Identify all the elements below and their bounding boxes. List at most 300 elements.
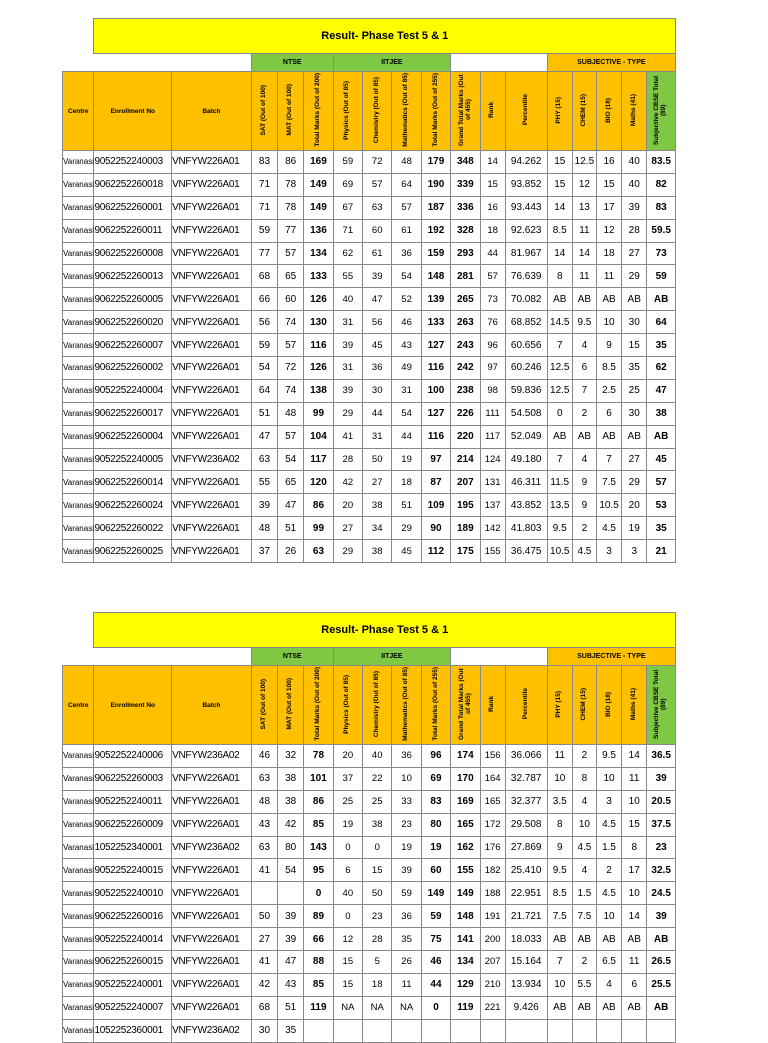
cell-mathematics: 64 <box>392 173 421 196</box>
header-mat: MAT (Out of 100) <box>278 72 304 151</box>
cell-iit-total: 116 <box>421 425 450 448</box>
cell-bio: 10 <box>596 311 621 334</box>
cell-rank: 176 <box>480 836 505 859</box>
cell-percentile: 25.410 <box>505 859 547 882</box>
table-row <box>63 402 676 425</box>
cell-phy: AB <box>547 425 572 448</box>
cell-chemistry: 34 <box>363 517 392 540</box>
cell-sat: 46 <box>251 745 277 768</box>
cell-centre: Varanasi <box>63 196 94 219</box>
cell-chem: 8 <box>572 767 596 790</box>
cell-chemistry: 63 <box>363 196 392 219</box>
cell-physics: 55 <box>333 265 362 288</box>
cell-ntse-total: 85 <box>304 973 333 996</box>
cell-percentile: 60.246 <box>505 357 547 380</box>
cell-percentile: 49.180 <box>505 448 547 471</box>
cell-mathematics: NA <box>392 996 421 1019</box>
header-rank: Rank <box>480 666 505 745</box>
cell-mat: 57 <box>278 425 304 448</box>
cell-grand-total: 174 <box>451 745 480 768</box>
cell-bio: 17 <box>596 196 621 219</box>
cell-grand-total: 238 <box>451 379 480 402</box>
blank-cell <box>451 54 548 72</box>
cell-sat: 48 <box>251 517 277 540</box>
cell-ntse-total <box>304 1019 333 1042</box>
cell-grand-total: 336 <box>451 196 480 219</box>
cell-rank: 188 <box>480 882 505 905</box>
cell-bio: 2 <box>596 859 621 882</box>
header-physics: Physics (Out of 85) <box>333 72 362 151</box>
cell-enrollment: 9062252260025 <box>94 540 172 563</box>
cell-chem: 9 <box>572 471 596 494</box>
cell-cbse-total: 47 <box>647 379 676 402</box>
cell-centre: Varanasi <box>63 402 94 425</box>
cell-enrollment: 9052252240011 <box>94 790 172 813</box>
cell-phy: 15 <box>547 151 572 174</box>
cell-grand-total: 148 <box>451 905 480 928</box>
table-row <box>63 151 676 174</box>
cell-physics: NA <box>333 996 362 1019</box>
cell-maths: 17 <box>622 859 647 882</box>
table-row <box>63 996 676 1019</box>
header-enrollment: Enrollment No <box>94 72 172 151</box>
cell-cbse-total: 32.5 <box>647 859 676 882</box>
cell-mat: 48 <box>278 402 304 425</box>
cell-phy: 7.5 <box>547 905 572 928</box>
cell-maths: 35 <box>622 357 647 380</box>
cell-maths: 10 <box>622 790 647 813</box>
cell-cbse-total: 83.5 <box>647 151 676 174</box>
cell-physics: 41 <box>333 425 362 448</box>
cell-chemistry: 0 <box>363 836 392 859</box>
cell-enrollment: 9052252240010 <box>94 882 172 905</box>
header-cbse-total: Subjective CBSE Total (89) <box>647 72 676 151</box>
header-percentile: Percentile <box>505 72 547 151</box>
cell-mat: 57 <box>278 334 304 357</box>
cell-chem <box>572 1019 596 1042</box>
cell-sat: 83 <box>251 151 277 174</box>
cell-enrollment: 9062252260015 <box>94 951 172 974</box>
cell-chemistry: 50 <box>363 448 392 471</box>
cell-percentile: 21.721 <box>505 905 547 928</box>
cell-sat: 43 <box>251 813 277 836</box>
cell-iit-total: 149 <box>421 882 450 905</box>
cell-rank: 172 <box>480 813 505 836</box>
cell-physics: 40 <box>333 288 362 311</box>
cell-bio: 4 <box>596 973 621 996</box>
cell-centre: Varanasi <box>63 425 94 448</box>
cell-phy: 14.5 <box>547 311 572 334</box>
cell-grand-total: 207 <box>451 471 480 494</box>
cell-batch: VNFYW226A01 <box>172 813 252 836</box>
cell-mat: 65 <box>278 265 304 288</box>
result-title: Result- Phase Test 5 & 1 <box>94 613 676 648</box>
table-row <box>63 951 676 974</box>
result-title: Result- Phase Test 5 & 1 <box>94 19 676 54</box>
header-chemistry: Chemistry (Out of 85) <box>363 666 392 745</box>
cell-cbse-total: 83 <box>647 196 676 219</box>
table-row <box>63 790 676 813</box>
cell-centre: Varanasi <box>63 334 94 357</box>
cell-sat: 66 <box>251 288 277 311</box>
cell-sat: 59 <box>251 219 277 242</box>
cell-iit-total: 96 <box>421 745 450 768</box>
cell-phy: 0 <box>547 402 572 425</box>
cell-chem: 2 <box>572 517 596 540</box>
cell-centre: Varanasi <box>63 836 94 859</box>
cell-cbse-total: 38 <box>647 402 676 425</box>
cell-grand-total: 265 <box>451 288 480 311</box>
cell-bio <box>596 1019 621 1042</box>
cell-mat: 80 <box>278 836 304 859</box>
cell-maths: 11 <box>622 767 647 790</box>
blank-cell <box>63 19 94 54</box>
cell-chemistry: 38 <box>363 540 392 563</box>
cell-chemistry: 47 <box>363 288 392 311</box>
cell-mat: 86 <box>278 151 304 174</box>
cell-iit-total: 192 <box>421 219 450 242</box>
cell-iit-total: 97 <box>421 448 450 471</box>
table-row <box>63 973 676 996</box>
cell-centre: Varanasi <box>63 219 94 242</box>
cell-phy: AB <box>547 928 572 951</box>
cell-ntse-total: 89 <box>304 905 333 928</box>
cell-phy: 3.5 <box>547 790 572 813</box>
cell-enrollment: 9062252260008 <box>94 242 172 265</box>
cell-chem: 12.5 <box>572 151 596 174</box>
cell-chemistry: 30 <box>363 379 392 402</box>
cell-chemistry: 23 <box>363 905 392 928</box>
cell-bio: 4.5 <box>596 813 621 836</box>
cell-mathematics: 19 <box>392 836 421 859</box>
cell-grand-total <box>451 1019 480 1042</box>
cell-iit-total: 100 <box>421 379 450 402</box>
cell-enrollment: 9062252260020 <box>94 311 172 334</box>
cell-bio: 4.5 <box>596 517 621 540</box>
cell-maths: 40 <box>622 151 647 174</box>
cell-sat: 63 <box>251 448 277 471</box>
result-block-2 <box>62 612 676 1043</box>
cell-rank: 155 <box>480 540 505 563</box>
cell-ntse-total: 116 <box>304 334 333 357</box>
cell-cbse-total: 26.5 <box>647 951 676 974</box>
cell-ntse-total: 169 <box>304 151 333 174</box>
cell-phy: 8 <box>547 813 572 836</box>
cell-sat: 71 <box>251 173 277 196</box>
cell-rank: 73 <box>480 288 505 311</box>
cell-maths: AB <box>622 996 647 1019</box>
cell-ntse-total: 126 <box>304 357 333 380</box>
cell-enrollment: 9062252260001 <box>94 196 172 219</box>
cell-chem: AB <box>572 288 596 311</box>
cell-enrollment: 9062252260005 <box>94 288 172 311</box>
cell-mat: 47 <box>278 494 304 517</box>
cell-percentile: 27.869 <box>505 836 547 859</box>
cell-maths: 14 <box>622 745 647 768</box>
cell-physics: 27 <box>333 517 362 540</box>
table-row <box>63 767 676 790</box>
cell-rank: 76 <box>480 311 505 334</box>
header-chem: CHEM (15) <box>572 666 596 745</box>
cell-enrollment: 9062252260002 <box>94 357 172 380</box>
cell-mathematics: 36 <box>392 905 421 928</box>
cell-chemistry: 38 <box>363 813 392 836</box>
cell-maths: 15 <box>622 813 647 836</box>
cell-ntse-total: 120 <box>304 471 333 494</box>
table-body <box>63 151 676 563</box>
cell-centre: Varanasi <box>63 790 94 813</box>
cell-bio: 2.5 <box>596 379 621 402</box>
cell-centre: Varanasi <box>63 882 94 905</box>
header-chemistry: Chemistry (Out of 85) <box>363 72 392 151</box>
cell-centre: Varanasi <box>63 905 94 928</box>
cell-bio: 10.5 <box>596 494 621 517</box>
blank-cell <box>451 648 548 666</box>
cell-iit-total: 59 <box>421 905 450 928</box>
cell-percentile: 36.475 <box>505 540 547 563</box>
cell-bio: 8.5 <box>596 357 621 380</box>
cell-ntse-total: 134 <box>304 242 333 265</box>
cell-percentile: 32.787 <box>505 767 547 790</box>
cell-percentile: 60.656 <box>505 334 547 357</box>
cell-physics: 0 <box>333 836 362 859</box>
cell-chem: 11 <box>572 265 596 288</box>
cell-grand-total: 226 <box>451 402 480 425</box>
cell-phy: AB <box>547 996 572 1019</box>
cell-chem: 6 <box>572 357 596 380</box>
cell-enrollment: 1052252340001 <box>94 836 172 859</box>
cell-rank: 98 <box>480 379 505 402</box>
cell-phy: 10 <box>547 767 572 790</box>
cell-physics: 19 <box>333 813 362 836</box>
cell-iit-total: 83 <box>421 790 450 813</box>
cell-bio: 7 <box>596 448 621 471</box>
cell-grand-total: 141 <box>451 928 480 951</box>
cell-maths: 30 <box>622 311 647 334</box>
cell-mathematics: 48 <box>392 151 421 174</box>
table-row <box>63 1019 676 1042</box>
cell-mat: 51 <box>278 517 304 540</box>
cell-batch: VNFYW226A01 <box>172 288 252 311</box>
cell-mathematics: 43 <box>392 334 421 357</box>
cell-chemistry: 60 <box>363 219 392 242</box>
cell-physics: 6 <box>333 859 362 882</box>
cell-enrollment: 9062252260022 <box>94 517 172 540</box>
cell-centre: Varanasi <box>63 996 94 1019</box>
cell-batch: VNFYW236A02 <box>172 836 252 859</box>
header-cbse-total: Subjective CBSE Total (89) <box>647 666 676 745</box>
cell-chemistry: 18 <box>363 973 392 996</box>
cell-centre: Varanasi <box>63 494 94 517</box>
cell-percentile: 68.852 <box>505 311 547 334</box>
cell-bio: 15 <box>596 173 621 196</box>
cell-chemistry: 25 <box>363 790 392 813</box>
cell-batch: VNFYW226A01 <box>172 357 252 380</box>
cell-centre: Varanasi <box>63 1019 94 1042</box>
header-phy: PHY (15) <box>547 72 572 151</box>
cell-rank: 96 <box>480 334 505 357</box>
cell-chemistry: 5 <box>363 951 392 974</box>
cell-rank: 142 <box>480 517 505 540</box>
cell-maths: AB <box>622 928 647 951</box>
cell-phy: 7 <box>547 334 572 357</box>
cell-bio: 10 <box>596 767 621 790</box>
cell-percentile: 18.033 <box>505 928 547 951</box>
cell-maths <box>622 1019 647 1042</box>
cell-physics: 25 <box>333 790 362 813</box>
cell-sat: 27 <box>251 928 277 951</box>
table-body <box>63 745 676 1043</box>
cell-bio: 9.5 <box>596 745 621 768</box>
cell-sat: 48 <box>251 790 277 813</box>
cell-maths: AB <box>622 425 647 448</box>
cell-maths: 28 <box>622 219 647 242</box>
cell-enrollment: 9062252260004 <box>94 425 172 448</box>
cell-rank: 97 <box>480 357 505 380</box>
table-row <box>63 745 676 768</box>
cell-mathematics: 49 <box>392 357 421 380</box>
cell-iit-total: 159 <box>421 242 450 265</box>
cell-rank: 18 <box>480 219 505 242</box>
cell-iit-total: 75 <box>421 928 450 951</box>
cell-rank: 200 <box>480 928 505 951</box>
cell-sat: 41 <box>251 859 277 882</box>
cell-physics: 39 <box>333 334 362 357</box>
cell-batch: VNFYW226A01 <box>172 425 252 448</box>
header-centre: Centre <box>63 72 94 151</box>
cell-centre: Varanasi <box>63 288 94 311</box>
cell-ntse-total: 149 <box>304 196 333 219</box>
cell-grand-total: 328 <box>451 219 480 242</box>
cell-maths: 39 <box>622 196 647 219</box>
table-row <box>63 288 676 311</box>
cell-maths: 14 <box>622 905 647 928</box>
cell-rank: 191 <box>480 905 505 928</box>
cell-rank <box>480 1019 505 1042</box>
cell-physics: 15 <box>333 951 362 974</box>
cell-chemistry <box>363 1019 392 1042</box>
cell-centre: Varanasi <box>63 379 94 402</box>
cell-centre: Varanasi <box>63 540 94 563</box>
cell-centre: Varanasi <box>63 517 94 540</box>
cell-cbse-total: 53 <box>647 494 676 517</box>
cell-mat: 77 <box>278 219 304 242</box>
cell-ntse-total: 99 <box>304 517 333 540</box>
cell-mathematics: 19 <box>392 448 421 471</box>
cell-iit-total: 116 <box>421 357 450 380</box>
cell-chemistry: 44 <box>363 402 392 425</box>
table-row <box>63 173 676 196</box>
cell-mat: 60 <box>278 288 304 311</box>
cell-bio: 10 <box>596 905 621 928</box>
result-table <box>62 612 676 1043</box>
cell-mat: 26 <box>278 540 304 563</box>
cell-sat: 54 <box>251 357 277 380</box>
cell-cbse-total: 36.5 <box>647 745 676 768</box>
cell-sat: 68 <box>251 265 277 288</box>
cell-cbse-total: 21 <box>647 540 676 563</box>
cell-mat: 39 <box>278 905 304 928</box>
cell-iit-total: 109 <box>421 494 450 517</box>
cell-batch: VNFYW226A01 <box>172 790 252 813</box>
cell-phy: 11 <box>547 745 572 768</box>
cell-chem: 11 <box>572 219 596 242</box>
cell-cbse-total: 82 <box>647 173 676 196</box>
header-iit-total: Total Marks (Out of 255) <box>421 666 450 745</box>
cell-cbse-total: 37.5 <box>647 813 676 836</box>
cell-cbse-total: 25.5 <box>647 973 676 996</box>
header-sat: SAT (Out of 100) <box>251 72 277 151</box>
cell-enrollment: 9052252240004 <box>94 379 172 402</box>
cell-ntse-total: 138 <box>304 379 333 402</box>
cell-mathematics: 10 <box>392 767 421 790</box>
cell-rank: 14 <box>480 151 505 174</box>
cell-cbse-total: 24.5 <box>647 882 676 905</box>
cell-centre: Varanasi <box>63 471 94 494</box>
cell-mathematics: 18 <box>392 471 421 494</box>
cell-iit-total: 44 <box>421 973 450 996</box>
cell-percentile: 93.443 <box>505 196 547 219</box>
cell-percentile: 81.967 <box>505 242 547 265</box>
cell-grand-total: 162 <box>451 836 480 859</box>
cell-ntse-total: 130 <box>304 311 333 334</box>
cell-mathematics: 51 <box>392 494 421 517</box>
cell-enrollment: 9062252260011 <box>94 219 172 242</box>
group-iitjee: IITJEE <box>333 648 451 666</box>
table-row <box>63 196 676 219</box>
cell-sat: 64 <box>251 379 277 402</box>
table-row <box>63 265 676 288</box>
cell-centre: Varanasi <box>63 767 94 790</box>
cell-cbse-total: 73 <box>647 242 676 265</box>
cell-chem: 13 <box>572 196 596 219</box>
cell-enrollment: 9062252260013 <box>94 265 172 288</box>
cell-centre: Varanasi <box>63 265 94 288</box>
cell-mathematics: 11 <box>392 973 421 996</box>
cell-iit-total: 19 <box>421 836 450 859</box>
cell-batch: VNFYW226A01 <box>172 951 252 974</box>
cell-mat: 57 <box>278 242 304 265</box>
cell-mathematics: 31 <box>392 379 421 402</box>
cell-percentile: 13.934 <box>505 973 547 996</box>
cell-phy: 10 <box>547 973 572 996</box>
cell-chemistry: 57 <box>363 173 392 196</box>
cell-percentile: 92.623 <box>505 219 547 242</box>
cell-bio: AB <box>596 288 621 311</box>
cell-phy: 9 <box>547 836 572 859</box>
cell-chem: 2 <box>572 402 596 425</box>
header-bio: BIO (18) <box>596 72 621 151</box>
cell-chem: AB <box>572 996 596 1019</box>
cell-batch: VNFYW226A01 <box>172 882 252 905</box>
cell-rank: 15 <box>480 173 505 196</box>
cell-sat: 47 <box>251 425 277 448</box>
cell-rank: 131 <box>480 471 505 494</box>
cell-sat: 63 <box>251 836 277 859</box>
cell-chem: 4 <box>572 334 596 357</box>
cell-enrollment: 9052252240014 <box>94 928 172 951</box>
cell-grand-total: 263 <box>451 311 480 334</box>
cell-enrollment: 1052252360001 <box>94 1019 172 1042</box>
cell-batch: VNFYW236A02 <box>172 448 252 471</box>
cell-phy: 14 <box>547 242 572 265</box>
cell-cbse-total: AB <box>647 288 676 311</box>
cell-iit-total: 0 <box>421 996 450 1019</box>
table-row <box>63 334 676 357</box>
header-grand-total: Grand Total Marks (Out of 455) <box>451 72 480 151</box>
cell-batch: VNFYW226A01 <box>172 151 252 174</box>
cell-batch: VNFYW226A01 <box>172 311 252 334</box>
